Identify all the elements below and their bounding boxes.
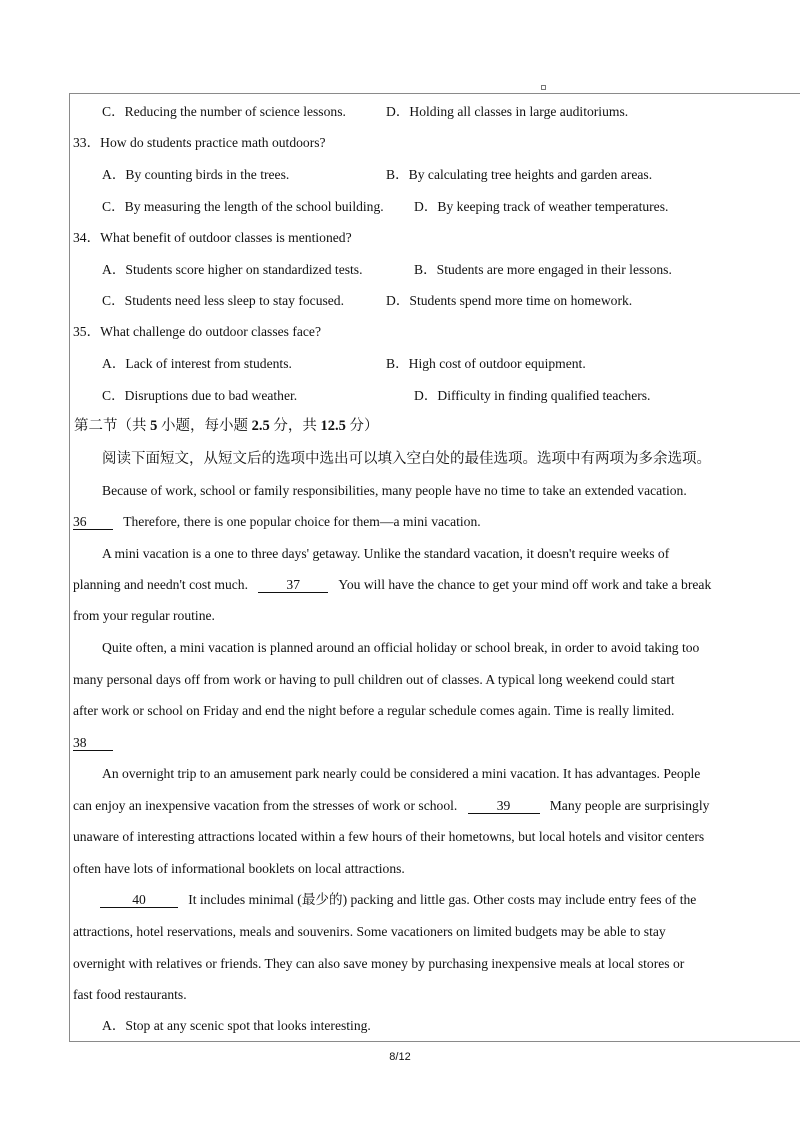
q33-option-d: D．By keeping track of weather temperatures.	[414, 199, 669, 214]
q34-option-b: B．Students are more engaged in their lessons.	[414, 262, 672, 277]
passage-p5-line3: overnight with relatives or friends. They can also save money by purchasing inexpensive meals at local stores or	[73, 956, 685, 971]
q34-option-c: C．Students need less sleep to stay focused.	[102, 293, 345, 308]
page-number: 8/12	[389, 1051, 411, 1063]
q35-option-b: B．High cost of outdoor equipment.	[386, 356, 586, 371]
question-33-stem: 33．How do students practice math outdoors?	[73, 135, 326, 150]
question-34-stem: 34．What benefit of outdoor classes is mentioned?	[73, 230, 352, 245]
blank-38: 38	[73, 736, 113, 751]
q32-option-c: C．Reducing the number of science lessons.	[102, 104, 346, 119]
blank-36: 36	[73, 515, 113, 530]
section-2-heading: 第二节（共 5 小题，每小题 2.5 分，共 12.5 分）	[74, 418, 379, 434]
q34-option-d: D．Students spend more time on homework.	[386, 293, 633, 308]
passage-p3-line3: after work or school on Friday and end the night before a regular schedule comes again. Time is really limited.	[73, 703, 675, 718]
passage-p1-line1: Because of work, school or family responsibilities, many people have no time to take an extended vacation.	[102, 483, 687, 498]
blank-39: 39	[468, 799, 540, 814]
passage-p4-line2: can enjoy an inexpensive vacation from the stresses of work or school. 39 Many people are surprisingly	[73, 798, 710, 813]
passage-p5-line2: attractions, hotel reservations, meals and souvenirs. Some vacationers on limited budgets may be able to stay	[73, 924, 666, 939]
q33-option-a: A．By counting birds in the trees.	[102, 167, 290, 182]
q34-option-a: A．Students score higher on standardized tests.	[102, 262, 363, 277]
passage-p2-line3: from your regular routine.	[73, 608, 215, 623]
passage-p3-line4	[73, 734, 113, 752]
passage-p4-line3: unaware of interesting attractions located within a few hours of their hometowns, but local hotels and visitor centers	[73, 829, 705, 844]
q33-option-c: C．By measuring the length of the school building.	[102, 199, 384, 214]
q35-option-c: C．Disruptions due to bad weather.	[102, 388, 298, 403]
passage-p5-line1: 40 It includes minimal (最少的) packing and little gas. Other costs may include entry fees of the	[100, 891, 696, 909]
question-35-stem: 35．What challenge do outdoor classes face?	[73, 324, 321, 339]
q32-option-d: D．Holding all classes in large auditoriums.	[386, 104, 629, 119]
small-square-mark	[541, 85, 546, 90]
section-2-instruction: 阅读下面短文，从短文后的选项中选出可以填入空白处的最佳选项。选项中有两项为多余选项。	[102, 451, 711, 467]
blank-37: 37	[258, 578, 328, 593]
passage-p2-line2: planning and needn't cost much. 37 You will have the chance to get your mind off work and take a break	[73, 577, 712, 592]
passage-p2-line1: A mini vacation is a one to three days' getaway. Unlike the standard vacation, it doesn't require weeks of	[102, 546, 670, 561]
passage-p5-line4: fast food restaurants.	[73, 987, 187, 1002]
passage-p3-line2: many personal days off from work or having to pull children out of classes. A typical long weekend could start	[73, 672, 675, 687]
passage-p3-line1: Quite often, a mini vacation is planned around an official holiday or school break, in order to avoid taking too	[102, 640, 700, 655]
passage-p1-line2: 36 Therefore, there is one popular choice for them—a mini vacation.	[73, 514, 481, 529]
q33-option-b: B．By calculating tree heights and garden areas.	[386, 167, 653, 182]
option-a: A．Stop at any scenic spot that looks interesting.	[102, 1018, 371, 1033]
blank-40: 40	[100, 893, 178, 908]
passage-p4-line1: An overnight trip to an amusement park nearly could be considered a mini vacation. It has advantages. People	[102, 766, 701, 781]
passage-p4-line4: often have lots of informational booklets on local attractions.	[73, 861, 405, 876]
q35-option-a: A．Lack of interest from students.	[102, 356, 292, 371]
q35-option-d: D．Difficulty in finding qualified teachers.	[414, 388, 651, 403]
